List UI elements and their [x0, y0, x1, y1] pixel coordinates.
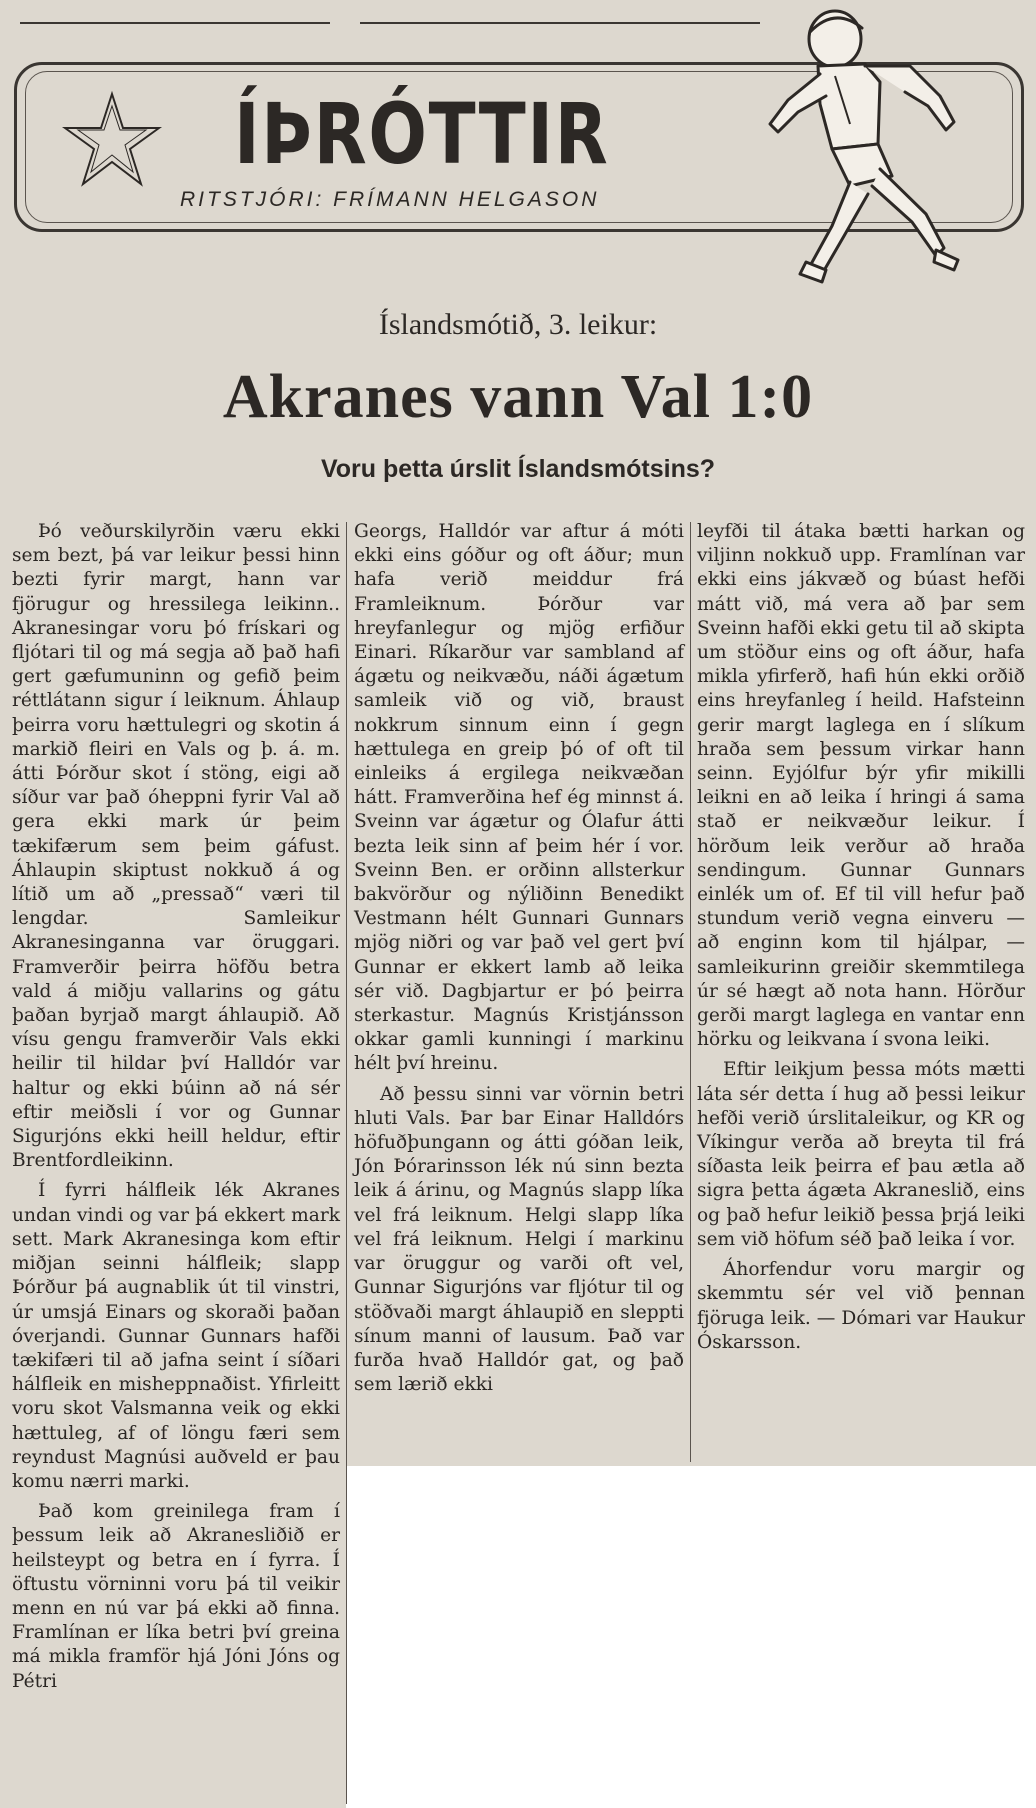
top-rule-right	[360, 22, 760, 24]
section-editor: RITSTJÓRI: FRÍMANN HELGASON	[180, 188, 600, 211]
article-kicker: Íslandsmótið, 3. leikur:	[378, 308, 658, 341]
section-title: ÍÞRÓTTIR	[234, 85, 610, 183]
article-paragraph: Georgs, Halldór var aftur á móti ekki eins góður og oft áður; mun hafa verið meiddur frá Framleiknum. Þórður var hreyfanlegur og mjög erfiður Einari. Ríkarður var sambland af ágætu og neikvæðu, náði ágætum samleik við og við, braust nokkrum sinnum einn í gegn hættulega en greip þó of oft til einleiks á ergilega neikvæðan hátt. Framverðina hef ég minnst á. Sveinn var ágætur og Ólafur átti bezta leik sinn af þeim hér í vor. Sveinn Ben. er orðinn allsterkur bakvörður og nýliðinn Benedikt Vestmann hélt Gunnari Gunnars mjög niðri og var það vel gert því Gunnar er ekkert lamb að leika sér við. Dagbjartur er þó þeirra sterkastur. Magnús Kristjánsson okkar gamli kunningi í markinu hélt því hreinu.	[354, 521, 684, 1075]
article-paragraph: Það kom greinilega fram í þessum leik að Akranesliðið er heilsteypt og betra en í fyrra. Í öftustu vörninni voru þá til veikir menn en nú var þá ekki að finna. Framlínan er líka betri því greina má mikla framför hjá Jóni Jóns og Pétri	[12, 1501, 340, 1692]
star-icon	[62, 90, 162, 190]
article-paragraph: leyfði til átaka bætti harkan og viljinn nokkuð upp. Framlínan var ekki eins jákvæð og búast hefði mátt við, má vera að þar sem Sveinn hafði ekki getu til að skipta um stöður eins og oft áður, hafa mikla yfirferð, hafi hún ekki orðið eins hreyfanleg í heild. Hafsteinn gerir margt laglega en í slíkum hraða sem þessum virkar hann seinn. Eyjólfur býr yfir mikilli leikni en að leika í hringi á sama stað er neikvæður leikur. Í hörðum leik verður að hraða sendingum. Gunnar Gunnars einlék um of. Ef til vill hefur það stundum verið vegna einveru — að enginn kom til hjálpar, — samleikurinn greiðir skemmtilega úr sé hægt að nota hann. Hörður gerði margt laglega en vantar enn hörku og leikvana í svona leiki.	[697, 521, 1025, 1051]
article-column-3	[697, 520, 1025, 1361]
article-paragraph: Þó veðurskilyrðin væru ekki sem bezt, þá var leikur þessi hinn bezti fyrir margt, hann var fjörugur og hressilega leikinn.. Akranesingar voru þó frískari og fljótari til og má segja að það hafi gert gæfumuninn og gefið þeim réttlátann sigur í leiknum. Áhlaup þeirra voru hættulegri og skotin á markið fleiri en Vals og þ. á. m. átti Þórður skot í stöng, eigi að síður var það óheppni fyrir Val að gera ekki mark úr þeim tækifærum sem þeim gáfust. Áhlaupin skiptust nokkuð á og lítið um að „pressað“ væri til lengdar. Samleikur Akranesinganna var öruggari. Framverðir þeirra höfðu betra vald á miðju vallarins og gátu þaðan byrjað margt áhlaupið. Að vísu gengu framverðir Vals ekki heilir til hildar því Halldór var haltur og ekki búinn að ná sér eftir meiðsli í vor og Gunnar Sigurjóns ekki heill heldur, eftir Brentfordleikinn.	[12, 521, 340, 1172]
column-rule-1	[346, 522, 347, 1804]
top-rule-left	[20, 22, 330, 24]
article-column-2	[354, 520, 684, 1403]
column-rule-2	[690, 522, 691, 1462]
article-paragraph: Að þessu sinni var vörnin betri hluti Vals. Þar bar Einar Halldórs höfuðþungann og átti góðan leik, Jón Þórarinsson lék nú sinn bezta leik á árinu, og Magnús slapp líka vel frá leiknum. Helgi slapp líka vel frá leiknum. Helgi í markinu var öruggur og varði oft vel, Gunnar Sigurjóns var fljótur til og stöðvaði margt áhlaupið en sleppti sínum manni of lausum. Það var furða hvað Halldór gat, og það sem lærið ekki	[354, 1083, 684, 1396]
article-paragraph: Áhorfendur voru margir og skemmtu sér vel við þennan fjöruga leik. — Dómari var Haukur Óskarsson.	[697, 1259, 1025, 1353]
article-paragraph: Í fyrri hálfleik lék Akranes undan vindi og var þá ekkert mark sett. Mark Akranesinga kom eftir miðjan seinni hálfleik; slapp Þórður þá augnablik út til vinstri, úr umsjá Einars og skoraði þaðan óverjandi. Gunnar Gunnars hafði tækifæri til að jafna seint í síðari hálfleik en misheppnaðist. Yfirleitt voru skot Valsmanna veik og ekki hættuleg, af of löngu færi sem reyndust Magnúsi auðveld er þau komu nærri marki.	[12, 1180, 340, 1492]
article-headline: Akranes vann Val 1:0	[222, 363, 814, 431]
article-column-1	[12, 520, 340, 1700]
article-subhead: Voru þetta úrslit Íslandsmótsins?	[320, 455, 716, 483]
runner-icon	[740, 4, 990, 294]
article-paragraph: Eftir leikjum þessa móts mætti láta sér detta í hug að þessi leikur hefði verið úrslitaleikur, og KR og Víkingur verða að breyta til frá síðasta leik þeirra ef þau ætla að sigra þetta ágæta Akraneslið, eins og það hefur leikið þessa þrjá leiki sem við höfum séð það leika í vor.	[697, 1059, 1025, 1250]
